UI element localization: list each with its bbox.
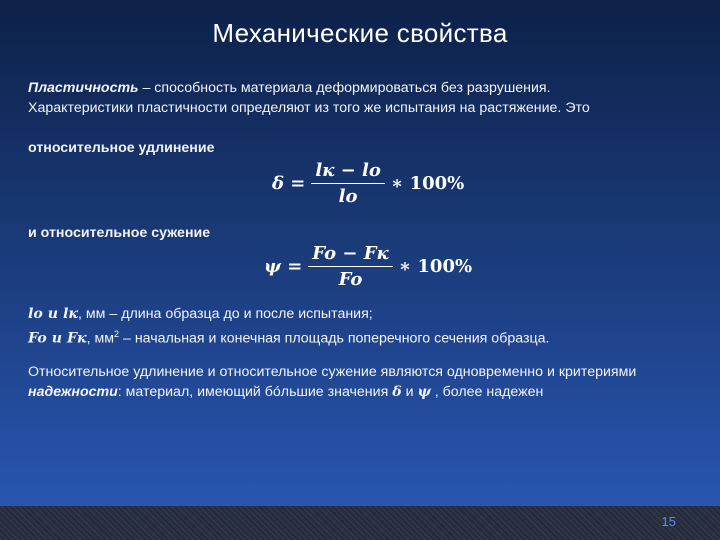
area-text: – начальная и конечная площадь поперечного сечения образца. bbox=[119, 330, 550, 347]
elongation-label: относительное удлинение bbox=[28, 140, 215, 156]
formula1-numerator: lк − lo bbox=[311, 160, 384, 184]
formula2-lhs: ψ = bbox=[264, 256, 303, 277]
formula1-fraction bbox=[311, 160, 384, 207]
area-symbols: Fo и Fк bbox=[28, 330, 87, 347]
slide-body bbox=[28, 78, 678, 118]
contraction-label: и относительное сужение bbox=[28, 225, 211, 241]
formula2-rhs: ∗ 100% bbox=[398, 256, 473, 277]
conclusion-and: и bbox=[401, 384, 418, 400]
elongation-formula bbox=[272, 160, 464, 207]
formula2-denominator: Fo bbox=[338, 269, 363, 290]
page-number: 15 bbox=[661, 514, 676, 529]
intro-text-1: – способность материала деформироваться без разрушения. bbox=[138, 80, 551, 96]
conclusion-text-2: : материал, имеющий бо́льшие значения bbox=[117, 384, 393, 400]
definitions-block bbox=[28, 304, 688, 349]
plasticity-term: Пластичность bbox=[28, 80, 139, 96]
conclusion-paragraph bbox=[28, 362, 678, 402]
conclusion-text-3: , более надежен bbox=[430, 384, 544, 400]
psi-symbol: ψ bbox=[417, 384, 431, 400]
formula1-rhs: ∗ 100% bbox=[390, 173, 465, 194]
length-text: , мм – длина образца до и после испытания; bbox=[78, 306, 373, 322]
area-definition bbox=[28, 324, 688, 349]
area-unit: , мм bbox=[86, 330, 115, 347]
footer-bar bbox=[0, 506, 720, 540]
formula1-denominator: lo bbox=[338, 186, 358, 207]
intro-text-2: Характеристики пластичности определяют из того же испытания на растяжение. Это bbox=[28, 100, 590, 116]
conclusion-text-1: Относительное удлинение и относительное сужение являются одновременно и критериями bbox=[28, 364, 637, 380]
formula2-fraction bbox=[308, 243, 392, 290]
formula2-numerator: Fo − Fк bbox=[308, 243, 392, 267]
intro-paragraph bbox=[28, 78, 678, 118]
reliability-term: надежности bbox=[28, 384, 118, 400]
slide-title: Механические свойства bbox=[212, 18, 508, 48]
formula1-lhs: δ = bbox=[272, 173, 306, 194]
length-definition bbox=[28, 304, 688, 324]
area-unit-superscript: 2 bbox=[114, 329, 120, 339]
contraction-formula bbox=[264, 243, 472, 290]
length-symbols: lo и lк bbox=[28, 306, 79, 322]
delta-symbol: δ bbox=[392, 384, 402, 400]
